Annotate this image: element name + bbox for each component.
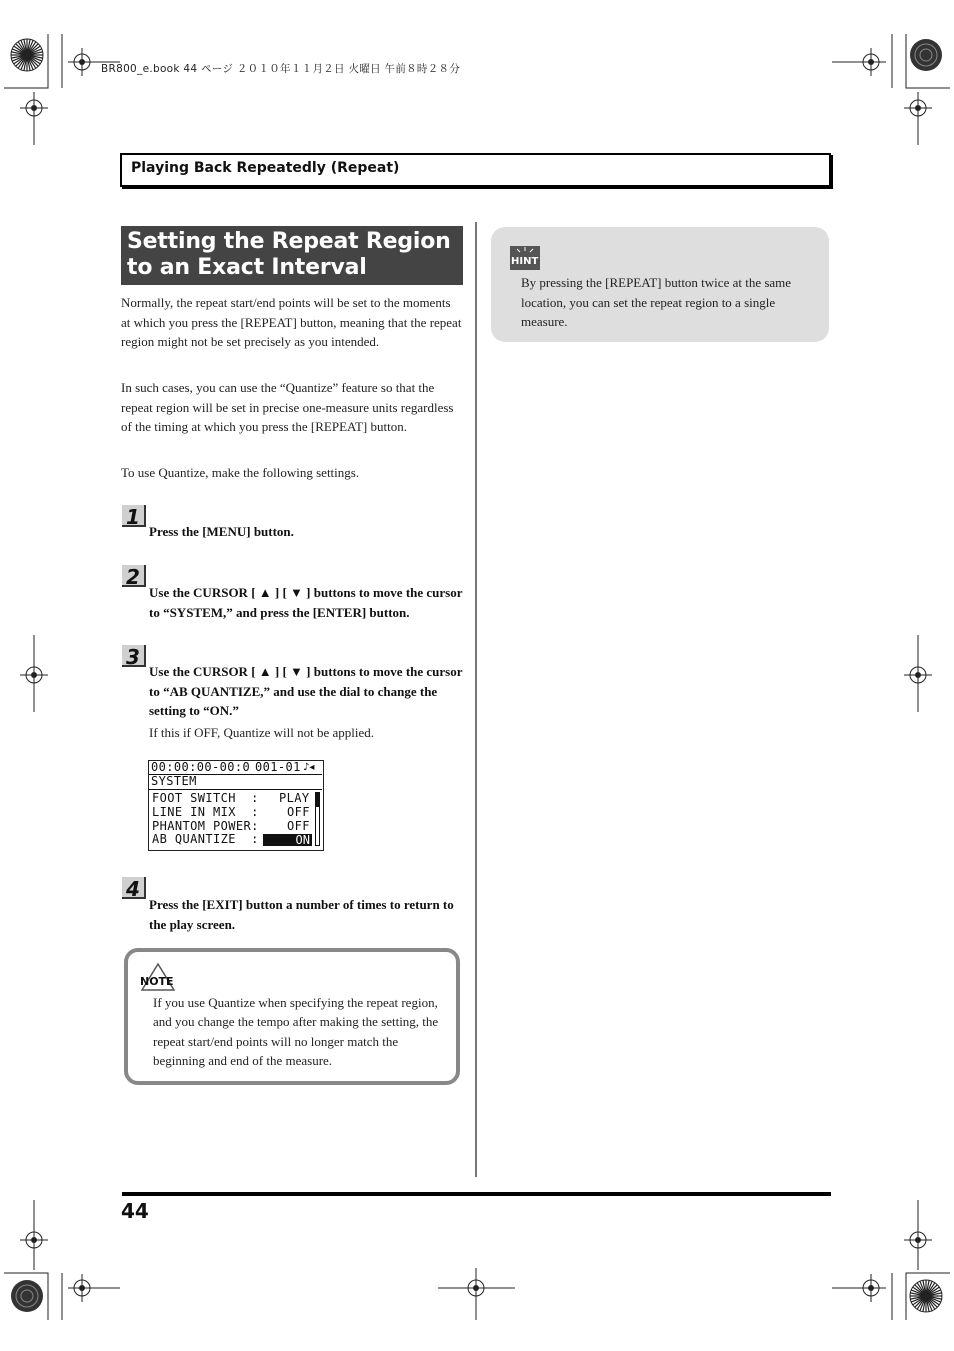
lcd-selected-value xyxy=(263,834,312,846)
intro-paragraph-3: To use Quantize, make the following settings. xyxy=(121,465,360,480)
note-icon-label: NOTE xyxy=(140,975,174,988)
lcd-time: 00:00:00-00:0 xyxy=(151,760,251,774)
step-text-1: Press the [MENU] button. xyxy=(149,524,294,539)
footer-rule xyxy=(122,1192,831,1196)
column-divider xyxy=(475,222,477,1177)
intro-paragraph-2: In such cases, you can use the “Quantize” feature so that the repeat region will be set in precise one-measure units regardless of the timing at which you press the [REPEAT] button. xyxy=(121,380,454,434)
section-title: Playing Back Repeatedly (Repeat) xyxy=(131,160,400,176)
lcd-row-label-ab-quantize: AB QUANTIZE : xyxy=(152,832,259,846)
page-number: 44 xyxy=(121,1199,149,1223)
hint-icon xyxy=(509,245,541,271)
step-text-4: Press the [EXIT] button a number of times to return to the play screen. xyxy=(149,897,454,932)
metronome-icon: ♪◂ xyxy=(303,762,315,773)
lcd-row-value-ab-quantize: ON xyxy=(295,833,310,847)
step-text-2: Use the CURSOR [ ▲ ] [ ▼ ] buttons to move the cursor to “SYSTEM,” and press the [ENTER] button. xyxy=(149,585,463,620)
intro-paragraph-1: Normally, the repeat start/end points will be set to the moments at which you press the [REPEAT] button, meaning that the repeat region might not be set precisely as you intended. xyxy=(121,295,462,349)
lcd-row-label-foot-switch: FOOT SWITCH : xyxy=(152,791,259,805)
note-icon xyxy=(138,962,178,992)
step-number-1: 1 xyxy=(122,505,146,527)
step-text-3: Use the CURSOR [ ▲ ] [ ▼ ] buttons to move the cursor to “AB QUANTIZE,” and use the dial to change the setting to “ON.” xyxy=(149,664,463,718)
section-header xyxy=(120,153,831,187)
lcd-menu-title: SYSTEM xyxy=(151,774,197,788)
hint-icon-label: HINT xyxy=(511,256,539,267)
step-number-4: 4 xyxy=(122,877,146,899)
lcd-row-label-line-in-mix: LINE IN MIX : xyxy=(152,805,259,819)
lcd-screen xyxy=(148,760,324,851)
print-header: BR800_e.book 44 ページ ２０１０年１１月２日 火曜日 午前８時２８分 xyxy=(101,63,461,75)
lcd-row-value-phantom-power: OFF xyxy=(287,819,310,833)
step-number-2: 2 xyxy=(122,565,146,587)
step-subtext-3: If this if OFF, Quantize will not be applied. xyxy=(149,725,374,740)
lcd-row-label-phantom-power: PHANTOM POWER: xyxy=(152,819,259,833)
page-heading: Setting the Repeat Region to an Exact Interval xyxy=(121,226,463,285)
step-number-3: 3 xyxy=(122,645,146,667)
lcd-row-value-foot-switch: PLAY xyxy=(279,791,310,805)
lcd-scrollbar xyxy=(315,792,320,846)
hint-text: By pressing the [REPEAT] button twice at the same location, you can set the repeat region to a single measure. xyxy=(521,275,792,329)
lcd-row-value-line-in-mix: OFF xyxy=(287,805,310,819)
lcd-position: 001-01 xyxy=(255,760,301,774)
note-text: If you use Quantize when specifying the repeat region, and you change the tempo after making the setting, the repeat start/end points will no longer match the beginning and end of the measure. xyxy=(153,995,439,1068)
